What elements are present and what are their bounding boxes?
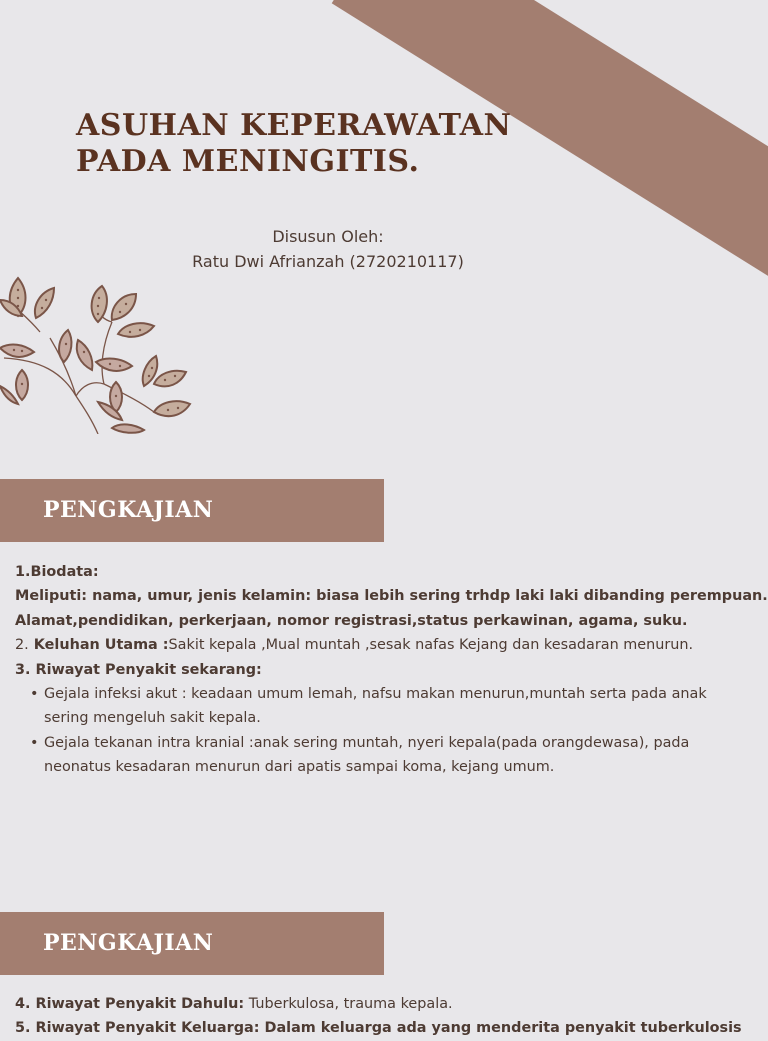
section-header-pengkajian-1 xyxy=(0,479,384,542)
bullet-icon: • xyxy=(30,734,39,751)
list-item xyxy=(15,731,755,780)
symptom-list xyxy=(15,682,755,780)
section-2-content xyxy=(15,992,755,1041)
keluhan-number: 2. xyxy=(15,637,29,654)
section-heading: PENGKAJIAN xyxy=(43,930,214,956)
section-header-pengkajian-2 xyxy=(0,912,384,975)
title-line-2: PADA MENINGITIS. xyxy=(76,144,420,179)
biodata-line-2: Alamat,pendidikan, perkerjaan, nomor registrasi,status perkawinan, agama, suku. xyxy=(15,612,688,629)
author-name: Ratu Dwi Afrianzah (2720210117) xyxy=(192,252,464,271)
list-item xyxy=(15,682,755,731)
biodata-label: 1.Biodata: xyxy=(15,564,99,580)
riwayat-dahulu xyxy=(15,992,755,1016)
riwayat-sekarang-label: 3. Riwayat Penyakit sekarang: xyxy=(15,661,262,678)
keluhan-label: Keluhan Utama : xyxy=(28,637,169,654)
keluhan-text: Sakit kepala ,Mual muntah ,sesak nafas Kejang dan kesadaran menurun. xyxy=(168,637,694,654)
title-line-1: ASUHAN KEPERAWATAN xyxy=(76,108,512,143)
keluhan-utama xyxy=(15,633,755,657)
author-block xyxy=(130,224,526,274)
section-1-content xyxy=(15,560,768,780)
section-heading: PENGKAJIAN xyxy=(43,497,214,523)
leaf-branch-illustration-icon xyxy=(0,272,200,434)
bullet-icon: • xyxy=(30,686,39,703)
riwayat-dahulu-label: 4. Riwayat Penyakit Dahulu: xyxy=(15,996,245,1012)
riwayat-keluarga-partial: 5. Riwayat Penyakit Keluarga: Dalam keluarga ada yang menderita penyakit tuberkulosis xyxy=(15,1020,742,1037)
list-item-line-1: Gejala infeksi akut : keadaan umum lemah, nafsu makan menurun,muntah serta pada anak xyxy=(44,686,707,703)
list-item-line-2: neonatus kesadaran menurun dari apatis sampai koma, kejang umum. xyxy=(44,759,555,776)
author-prefix: Disusun Oleh: xyxy=(272,227,384,246)
list-item-line-1: Gejala tekanan intra kranial :anak sering muntah, nyeri kepala(pada orangdewasa), pada xyxy=(44,734,690,751)
riwayat-dahulu-text: Tuberkulosa, trauma kepala. xyxy=(244,996,453,1012)
page-title xyxy=(76,108,556,180)
biodata-line-1: Meliputi: nama, umur, jenis kelamin: biasa lebih sering trhdp laki laki dibanding perempuan. xyxy=(15,588,768,605)
list-item-line-2: sering mengeluh sakit kepala. xyxy=(44,710,261,727)
